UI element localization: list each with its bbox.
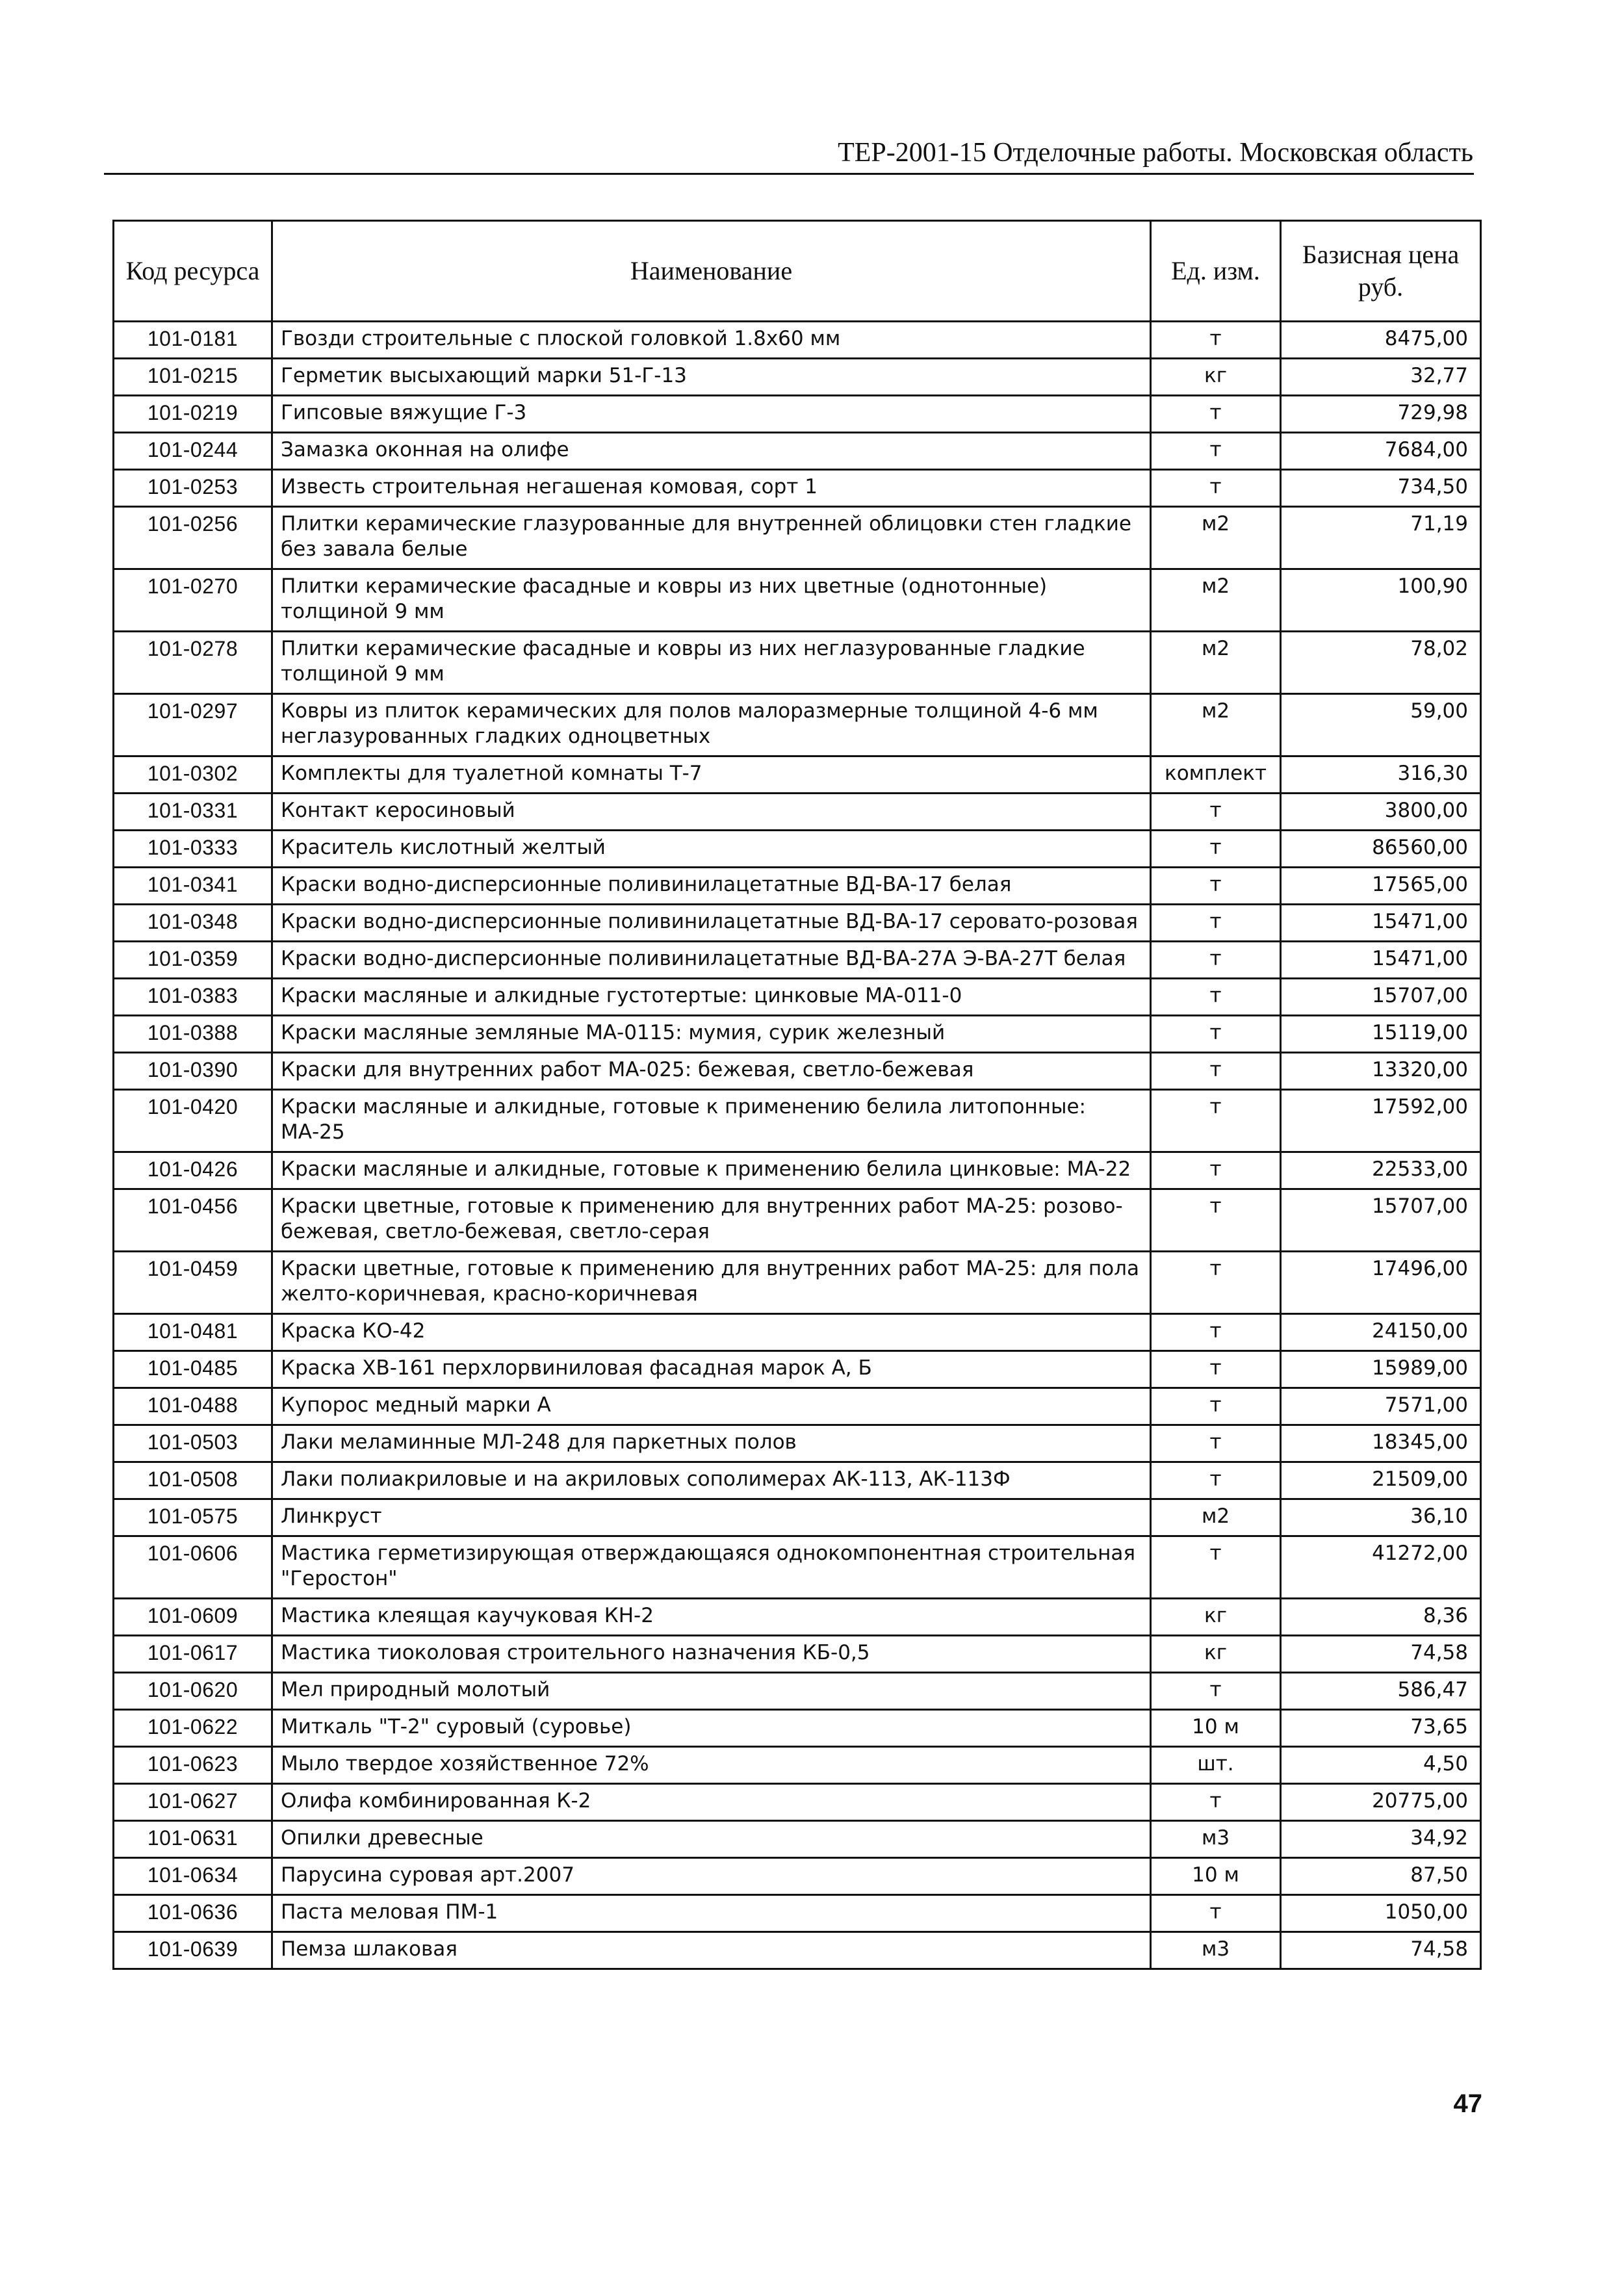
resource-name-cell: Краски водно-дисперсионные поливинилацетатные ВД-ВА-17 белая	[272, 868, 1151, 905]
unit-cell: шт.	[1151, 1747, 1281, 1784]
resource-code-cell: 101-0485	[114, 1351, 272, 1388]
resource-code-cell: 101-0333	[114, 831, 272, 868]
resource-name-cell: Краски масляные и алкидные, готовые к применению белила литопонные: МА-25	[272, 1090, 1151, 1152]
resource-code-cell: 101-0623	[114, 1747, 272, 1784]
table-row	[114, 396, 1481, 433]
table-row	[114, 1314, 1481, 1351]
unit-cell: т	[1151, 1016, 1281, 1053]
price-cell: 100,90	[1281, 569, 1481, 632]
resource-code-cell: 101-0383	[114, 979, 272, 1016]
resource-code-cell: 101-0420	[114, 1090, 272, 1152]
unit-cell: т	[1151, 1388, 1281, 1425]
price-cell: 32,77	[1281, 359, 1481, 396]
resource-name-cell: Лаки полиакриловые и на акриловых сополимерах АК-113, АК-113Ф	[272, 1462, 1151, 1499]
unit-cell: комплект	[1151, 756, 1281, 794]
column-header-code: Код ресурса	[114, 221, 272, 322]
resource-name-cell: Мыло твердое хозяйственное 72%	[272, 1747, 1151, 1784]
price-cell: 78,02	[1281, 632, 1481, 694]
unit-cell: т	[1151, 322, 1281, 359]
resource-name-cell: Гвозди строительные с плоской головкой 1.8х60 мм	[272, 322, 1151, 359]
price-cell: 13320,00	[1281, 1053, 1481, 1090]
resource-code-cell: 101-0219	[114, 396, 272, 433]
unit-cell: т	[1151, 1351, 1281, 1388]
price-cell: 15471,00	[1281, 905, 1481, 942]
table-row	[114, 1599, 1481, 1636]
table-row	[114, 1858, 1481, 1895]
resource-name-cell: Опилки древесные	[272, 1821, 1151, 1858]
resource-name-cell: Линкруст	[272, 1499, 1151, 1536]
table-row	[114, 470, 1481, 507]
unit-cell: т	[1151, 1462, 1281, 1499]
price-cell: 729,98	[1281, 396, 1481, 433]
unit-cell: т	[1151, 1189, 1281, 1252]
price-cell: 18345,00	[1281, 1425, 1481, 1462]
price-cell: 1050,00	[1281, 1895, 1481, 1932]
column-header-price-line2: руб.	[1358, 272, 1404, 302]
resource-name-cell: Парусина суровая арт.2007	[272, 1858, 1151, 1895]
unit-cell: м2	[1151, 507, 1281, 569]
resource-name-cell: Краски для внутренних работ МА-025: бежевая, светло-бежевая	[272, 1053, 1151, 1090]
table-row	[114, 1388, 1481, 1425]
resource-code-cell: 101-0459	[114, 1252, 272, 1314]
resource-name-cell: Мел природный молотый	[272, 1673, 1151, 1710]
table-row	[114, 794, 1481, 831]
resource-name-cell: Комплекты для туалетной комнаты Т-7	[272, 756, 1151, 794]
resource-name-cell: Паста меловая ПМ-1	[272, 1895, 1151, 1932]
table-row	[114, 979, 1481, 1016]
unit-cell: т	[1151, 1152, 1281, 1189]
resource-name-cell: Краски цветные, готовые к применению для внутренних работ МА-25: для пола желто-коричневая, красно-коричневая	[272, 1252, 1151, 1314]
price-cell: 15707,00	[1281, 979, 1481, 1016]
table-row	[114, 1673, 1481, 1710]
unit-cell: т	[1151, 1053, 1281, 1090]
resource-code-cell: 101-0297	[114, 694, 272, 756]
resource-code-cell: 101-0634	[114, 1858, 272, 1895]
unit-cell: м2	[1151, 1499, 1281, 1536]
table-row	[114, 1425, 1481, 1462]
resource-code-cell: 101-0606	[114, 1536, 272, 1599]
resource-name-cell: Краски цветные, готовые к применению для внутренних работ МА-25: розово-бежевая, светло-бежевая, светло-серая	[272, 1189, 1151, 1252]
unit-cell: т	[1151, 1673, 1281, 1710]
table-row	[114, 756, 1481, 794]
table-row	[114, 1895, 1481, 1932]
resource-code-cell: 101-0631	[114, 1821, 272, 1858]
unit-cell: т	[1151, 1314, 1281, 1351]
table-body	[114, 322, 1481, 1969]
table-row	[114, 1821, 1481, 1858]
resource-code-cell: 101-0617	[114, 1636, 272, 1673]
price-cell: 87,50	[1281, 1858, 1481, 1895]
resource-code-cell: 101-0503	[114, 1425, 272, 1462]
resource-name-cell: Плитки керамические фасадные и ковры из них цветные (однотонные) толщиной 9 мм	[272, 569, 1151, 632]
table-row	[114, 1784, 1481, 1821]
resource-code-cell: 101-0181	[114, 322, 272, 359]
resource-code-cell: 101-0456	[114, 1189, 272, 1252]
price-cell: 316,30	[1281, 756, 1481, 794]
resource-name-cell: Мастика тиоколовая строительного назначения КБ-0,5	[272, 1636, 1151, 1673]
unit-cell: кг	[1151, 359, 1281, 396]
price-cell: 34,92	[1281, 1821, 1481, 1858]
price-cell: 71,19	[1281, 507, 1481, 569]
resource-name-cell: Мастика герметизирующая отверждающаяся однокомпонентная строительная "Геростон"	[272, 1536, 1151, 1599]
resource-name-cell: Плитки керамические фасадные и ковры из них неглазурованные гладкие толщиной 9 мм	[272, 632, 1151, 694]
page-number: 47	[1453, 2089, 1482, 2118]
table-row	[114, 1189, 1481, 1252]
unit-cell: т	[1151, 1090, 1281, 1152]
resource-code-cell: 101-0256	[114, 507, 272, 569]
unit-cell: т	[1151, 470, 1281, 507]
resource-code-cell: 101-0215	[114, 359, 272, 396]
resource-name-cell: Герметик высыхающий марки 51-Г-13	[272, 359, 1151, 396]
resource-code-cell: 101-0622	[114, 1710, 272, 1747]
column-header-price-line1: Базисная цена	[1302, 240, 1460, 269]
unit-cell: т	[1151, 1425, 1281, 1462]
unit-cell: кг	[1151, 1599, 1281, 1636]
price-cell: 17496,00	[1281, 1252, 1481, 1314]
table-row	[114, 507, 1481, 569]
resource-code-cell: 101-0270	[114, 569, 272, 632]
price-cell: 8475,00	[1281, 322, 1481, 359]
price-cell: 15707,00	[1281, 1189, 1481, 1252]
unit-cell: м3	[1151, 1932, 1281, 1969]
price-cell: 8,36	[1281, 1599, 1481, 1636]
resource-code-cell: 101-0359	[114, 942, 272, 979]
price-cell: 74,58	[1281, 1636, 1481, 1673]
table-row	[114, 1252, 1481, 1314]
unit-cell: т	[1151, 1784, 1281, 1821]
resource-name-cell: Купорос медный марки А	[272, 1388, 1151, 1425]
table-row	[114, 1710, 1481, 1747]
unit-cell: 10 м	[1151, 1710, 1281, 1747]
resource-code-cell: 101-0609	[114, 1599, 272, 1636]
resource-name-cell: Известь строительная негашеная комовая, сорт 1	[272, 470, 1151, 507]
table-row	[114, 1747, 1481, 1784]
resource-code-cell: 101-0388	[114, 1016, 272, 1053]
price-cell: 15989,00	[1281, 1351, 1481, 1388]
resource-name-cell: Мастика клеящая каучуковая КН-2	[272, 1599, 1151, 1636]
resource-name-cell: Краски масляные земляные МА-0115: мумия, сурик железный	[272, 1016, 1151, 1053]
price-cell: 586,47	[1281, 1673, 1481, 1710]
running-header-title: ТЕР-2001-15 Отделочные работы. Московская область	[838, 138, 1473, 168]
resource-name-cell: Контакт керосиновый	[272, 794, 1151, 831]
resource-name-cell: Краски водно-дисперсионные поливинилацетатные ВД-ВА-27А Э-ВА-27Т белая	[272, 942, 1151, 979]
table-row	[114, 1016, 1481, 1053]
resource-code-cell: 101-0253	[114, 470, 272, 507]
price-cell: 73,65	[1281, 1710, 1481, 1747]
price-cell: 41272,00	[1281, 1536, 1481, 1599]
table-row	[114, 694, 1481, 756]
price-cell: 86560,00	[1281, 831, 1481, 868]
price-cell: 4,50	[1281, 1747, 1481, 1784]
table-row	[114, 1090, 1481, 1152]
resource-code-cell: 101-0278	[114, 632, 272, 694]
unit-cell: м2	[1151, 632, 1281, 694]
header-divider	[104, 173, 1474, 175]
unit-cell: т	[1151, 942, 1281, 979]
price-cell: 74,58	[1281, 1932, 1481, 1969]
table-row	[114, 1351, 1481, 1388]
table-header-row	[114, 221, 1481, 322]
resource-name-cell: Краситель кислотный желтый	[272, 831, 1151, 868]
price-cell: 15119,00	[1281, 1016, 1481, 1053]
price-cell: 17592,00	[1281, 1090, 1481, 1152]
unit-cell: т	[1151, 831, 1281, 868]
table-row	[114, 942, 1481, 979]
table-row	[114, 359, 1481, 396]
unit-cell: т	[1151, 396, 1281, 433]
resource-price-table	[112, 220, 1482, 1970]
table-row	[114, 1053, 1481, 1090]
table-row	[114, 569, 1481, 632]
resource-name-cell: Краски водно-дисперсионные поливинилацетатные ВД-ВА-17 серовато-розовая	[272, 905, 1151, 942]
resource-name-cell: Олифа комбинированная К-2	[272, 1784, 1151, 1821]
price-cell: 17565,00	[1281, 868, 1481, 905]
resource-code-cell: 101-0575	[114, 1499, 272, 1536]
table-row	[114, 1499, 1481, 1536]
resource-name-cell: Замазка оконная на олифе	[272, 433, 1151, 470]
resource-code-cell: 101-0627	[114, 1784, 272, 1821]
unit-cell: кг	[1151, 1636, 1281, 1673]
unit-cell: т	[1151, 1252, 1281, 1314]
resource-name-cell: Лаки меламинные МЛ-248 для паркетных полов	[272, 1425, 1151, 1462]
price-cell: 36,10	[1281, 1499, 1481, 1536]
resource-code-cell: 101-0341	[114, 868, 272, 905]
price-cell: 7571,00	[1281, 1388, 1481, 1425]
unit-cell: т	[1151, 1895, 1281, 1932]
price-cell: 24150,00	[1281, 1314, 1481, 1351]
resource-name-cell: Пемза шлаковая	[272, 1932, 1151, 1969]
resource-code-cell: 101-0302	[114, 756, 272, 794]
resource-name-cell: Ковры из плиток керамических для полов малоразмерные толщиной 4-6 мм неглазурованных гладких одноцветных	[272, 694, 1151, 756]
resource-code-cell: 101-0620	[114, 1673, 272, 1710]
table-row	[114, 433, 1481, 470]
table-row	[114, 1932, 1481, 1969]
unit-cell: м2	[1151, 569, 1281, 632]
unit-cell: м3	[1151, 1821, 1281, 1858]
resource-name-cell: Краски масляные и алкидные, готовые к применению белила цинковые: МА-22	[272, 1152, 1151, 1189]
resource-code-cell: 101-0488	[114, 1388, 272, 1425]
resource-code-cell: 101-0244	[114, 433, 272, 470]
unit-cell: т	[1151, 433, 1281, 470]
unit-cell: т	[1151, 794, 1281, 831]
table-row	[114, 1462, 1481, 1499]
resource-code-cell: 101-0508	[114, 1462, 272, 1499]
resource-price-table-container	[112, 220, 1480, 1970]
price-cell: 20775,00	[1281, 1784, 1481, 1821]
price-cell: 7684,00	[1281, 433, 1481, 470]
table-row	[114, 322, 1481, 359]
unit-cell: м2	[1151, 694, 1281, 756]
table-row	[114, 868, 1481, 905]
price-cell: 21509,00	[1281, 1462, 1481, 1499]
resource-name-cell: Плитки керамические глазурованные для внутренней облицовки стен гладкие без завала белые	[272, 507, 1151, 569]
unit-cell: 10 м	[1151, 1858, 1281, 1895]
table-row	[114, 1636, 1481, 1673]
resource-code-cell: 101-0481	[114, 1314, 272, 1351]
resource-code-cell: 101-0639	[114, 1932, 272, 1969]
resource-name-cell: Краски масляные и алкидные густотертые: цинковые МА-011-0	[272, 979, 1151, 1016]
table-row	[114, 1152, 1481, 1189]
price-cell: 22533,00	[1281, 1152, 1481, 1189]
unit-cell: т	[1151, 1536, 1281, 1599]
column-header-name: Наименование	[272, 221, 1151, 322]
resource-code-cell: 101-0348	[114, 905, 272, 942]
resource-code-cell: 101-0636	[114, 1895, 272, 1932]
resource-name-cell: Гипсовые вяжущие Г-3	[272, 396, 1151, 433]
resource-name-cell: Краска ХВ-161 перхлорвиниловая фасадная марок А, Б	[272, 1351, 1151, 1388]
table-row	[114, 632, 1481, 694]
resource-code-cell: 101-0426	[114, 1152, 272, 1189]
resource-code-cell: 101-0390	[114, 1053, 272, 1090]
unit-cell: т	[1151, 905, 1281, 942]
column-header-unit: Ед. изм.	[1151, 221, 1281, 322]
resource-name-cell: Краска КО-42	[272, 1314, 1151, 1351]
table-row	[114, 831, 1481, 868]
table-row	[114, 1536, 1481, 1599]
table-row	[114, 905, 1481, 942]
resource-name-cell: Миткаль "Т-2" суровый (суровье)	[272, 1710, 1151, 1747]
price-cell: 59,00	[1281, 694, 1481, 756]
price-cell: 15471,00	[1281, 942, 1481, 979]
price-cell: 734,50	[1281, 470, 1481, 507]
unit-cell: т	[1151, 868, 1281, 905]
unit-cell: т	[1151, 979, 1281, 1016]
price-cell: 3800,00	[1281, 794, 1481, 831]
resource-code-cell: 101-0331	[114, 794, 272, 831]
column-header-price	[1281, 221, 1481, 322]
